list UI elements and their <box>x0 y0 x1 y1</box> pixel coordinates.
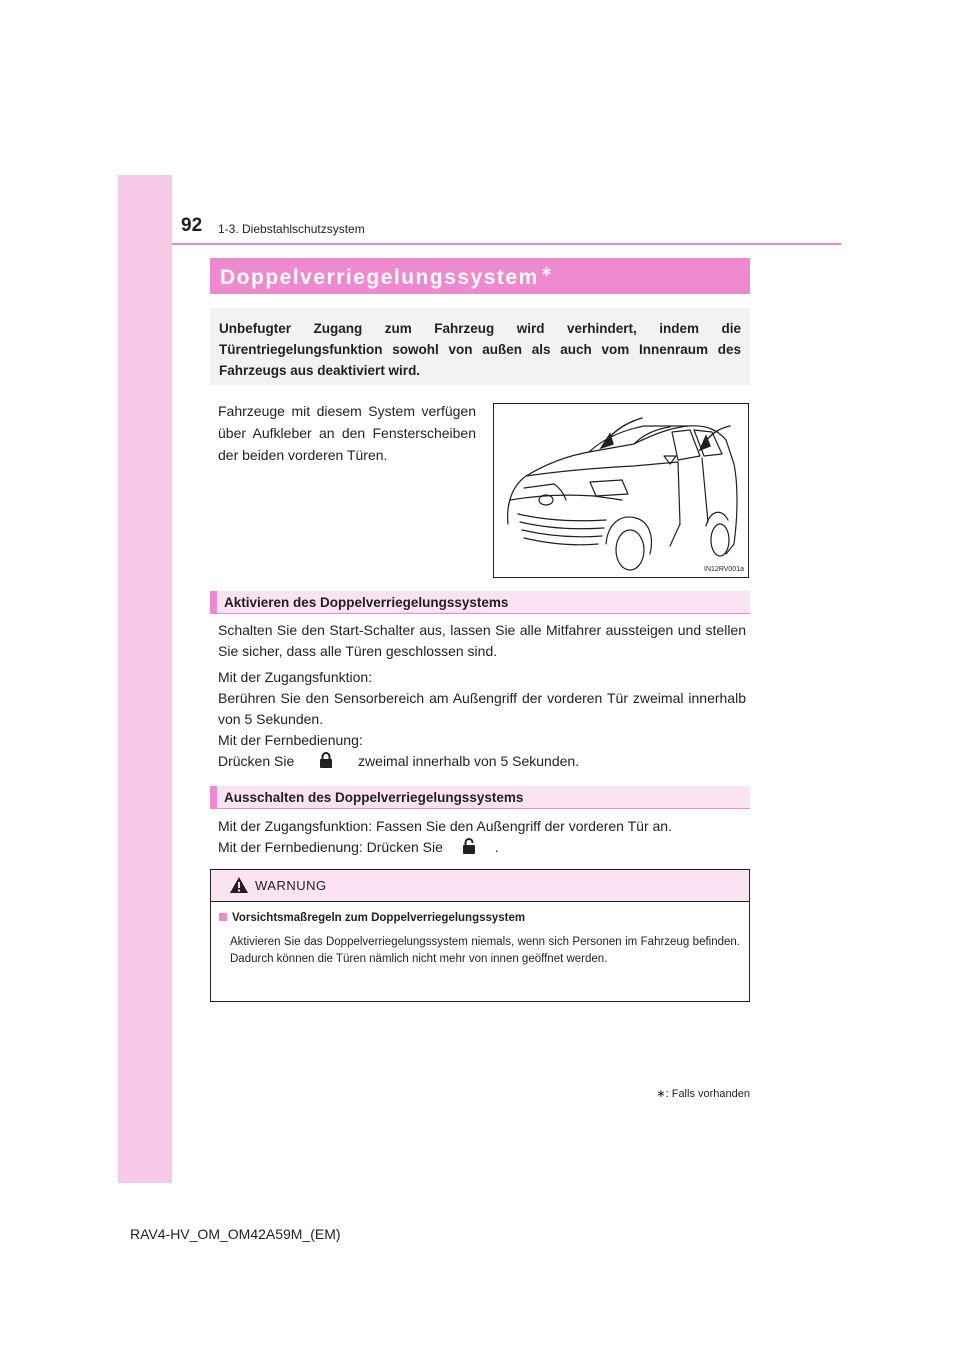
deactivate-remote-before: Mit der Fernbedienung: Drücken Sie <box>218 839 443 855</box>
deactivate-entry-text: Mit der Zugangsfunktion: Fassen Sie den Außengriff der vorderen Tür an. <box>218 818 672 834</box>
page-number: 92 <box>181 215 203 236</box>
warning-title: WARNUNG <box>255 878 327 893</box>
title-band <box>210 258 750 294</box>
subheading-bar <box>210 591 217 613</box>
vehicle-figure <box>493 403 749 578</box>
subheading-bar <box>210 786 217 808</box>
activate-remote-text <box>218 751 746 772</box>
activate-heading: Aktivieren des Doppelverriegelungssystems <box>224 595 509 610</box>
activate-entry-label: Mit der Zugangsfunktion: <box>218 669 373 685</box>
lead-paragraph: Fahrzeuge mit diesem System verfügen über Aufkleber an den Fensterscheiben der beiden vorderen Türen. <box>218 403 476 463</box>
warning-box <box>210 869 750 1002</box>
deactivate-heading: Ausschalten des Doppelverriegelungssystems <box>224 790 524 805</box>
deactivate-remote-after: . <box>494 839 499 855</box>
warning-header <box>211 870 749 902</box>
lock-open-icon <box>462 837 476 855</box>
lock-closed-icon <box>319 751 333 769</box>
warning-item-title-text: Vorsichtsmaßregeln zum Doppelverriegelungssystem <box>232 912 526 924</box>
activate-paragraph: Schalten Sie den Start-Schalter aus, lassen Sie alle Mitfahrer aussteigen und stellen Sie sicher, dass alle Türen geschlossen sind. <box>218 622 746 659</box>
activate-remote-before: Drücken Sie <box>218 753 295 769</box>
page-title <box>220 263 554 290</box>
intro-text: Unbefugter Zugang zum Fahrzeug wird verhindert, indem die Türentriegelungsfunktion sowohl von außen als auch vom Innenraum des Fahrzeugs aus deaktiviert wird. <box>219 321 741 378</box>
document-code: RAV4-HV_OM_OM42A59M_(EM) <box>130 1226 341 1242</box>
activate-subheading <box>210 591 750 614</box>
warning-item-title <box>219 912 525 924</box>
deactivate-remote-text <box>218 837 746 858</box>
page-title-text: Doppelverriegelungssystem <box>220 266 539 289</box>
footnote-text: : Falls vorhanden <box>665 1088 750 1100</box>
activate-remote-after: zweimal innerhalb von 5 Sekunden. <box>358 753 580 769</box>
footnote <box>656 1087 750 1100</box>
section-title: 1-3. Diebstahlschutzsystem <box>218 222 365 236</box>
warning-triangle-icon <box>229 876 249 894</box>
footnote-star-icon: ∗ <box>656 1088 666 1100</box>
warning-item-text: Aktivieren Sie das Doppelverriegelungssystem niemals, wenn sich Personen im Fahrzeug befinden. Dadurch können die Türen nämlich nicht mehr von innen geöffnet werden. <box>230 936 740 965</box>
activate-entry-text: Berühren Sie den Sensorbereich am Außengriff der vorderen Tür zweimal innerhalb von 5 Sekunden. <box>218 690 746 727</box>
intro-box <box>210 308 750 385</box>
bullet-square-icon <box>219 913 227 921</box>
figure-code: IN12RV001a <box>704 566 744 573</box>
header-rule <box>172 243 841 245</box>
activate-remote-label: Mit der Fernbedienung: <box>218 732 363 748</box>
side-tab-bar <box>118 175 172 1183</box>
deactivate-subheading <box>210 786 750 809</box>
optional-star-icon: ∗ <box>540 263 554 279</box>
car-illustration-icon <box>494 404 748 577</box>
